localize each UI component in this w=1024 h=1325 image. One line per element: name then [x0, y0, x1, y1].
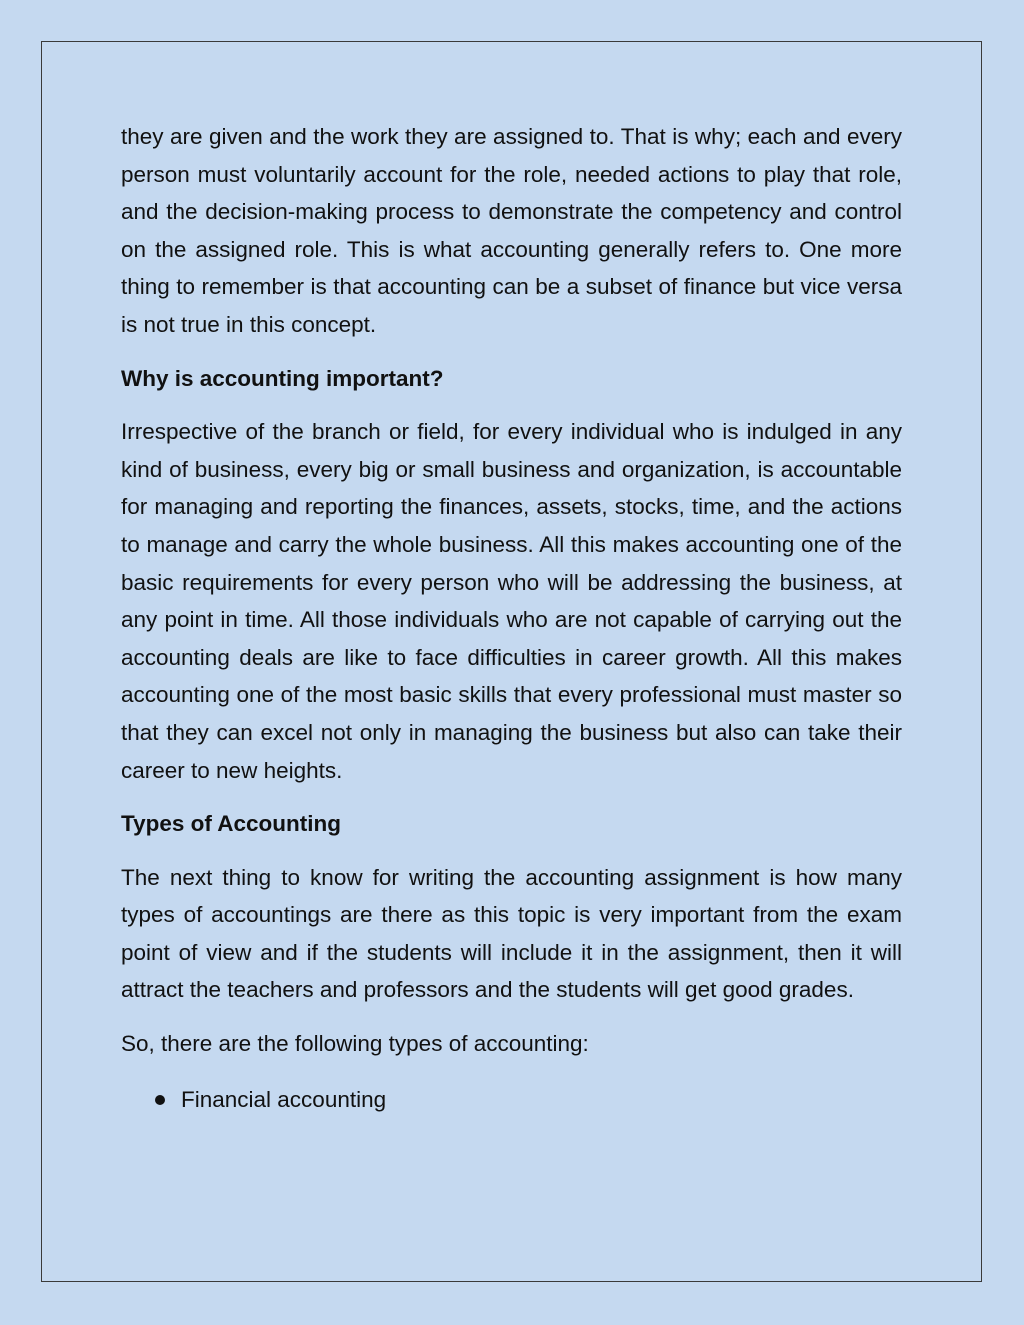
accounting-types-list — [121, 1081, 902, 1119]
heading-why-accounting-important: Why is accounting important? — [121, 365, 444, 391]
paragraph-following-types: So, there are the following types of accounting: — [121, 1031, 589, 1057]
list-item — [121, 1081, 902, 1119]
heading-types-of-accounting: Types of Accounting — [121, 811, 342, 837]
document-body — [121, 118, 902, 1118]
list-item-label: Financial accounting — [181, 1086, 387, 1112]
paragraph-importance: Irrespective of the branch or field, for every individual who is indulged in any kind of business, every big or small business and organization, is accountable for managing and reporting the finances, assets, stocks, time, and the actions to manage and carry the whole business. All this makes accounting one of the basic requirements for every person who will be addressing the business, at any point in time. All those individuals who are not capable of carrying out the accounting deals are like to face difficulties in career growth. All this makes accounting one of the most basic skills that every professional must master so that they can excel not only in managing the business but also can take their career to new heights. — [121, 419, 902, 783]
paragraph-role-accounting: they are given and the work they are assigned to. That is why; each and every person must voluntarily account for the role, needed actions to play that role, and the decision-making process to demonstrate the competency and control on the assigned role. This is what accounting generally refers to. One more thing to remember is that accounting can be a subset of finance but vice versa is not true in this concept. — [121, 124, 902, 337]
bullet-icon — [155, 1095, 165, 1105]
paragraph-types-intro: The next thing to know for writing the accounting assignment is how many types of accountings are there as this topic is very important from the exam point of view and if the students will include it in the assignment, then it will attract the teachers and professors and the students will get good grades. — [121, 864, 902, 1003]
